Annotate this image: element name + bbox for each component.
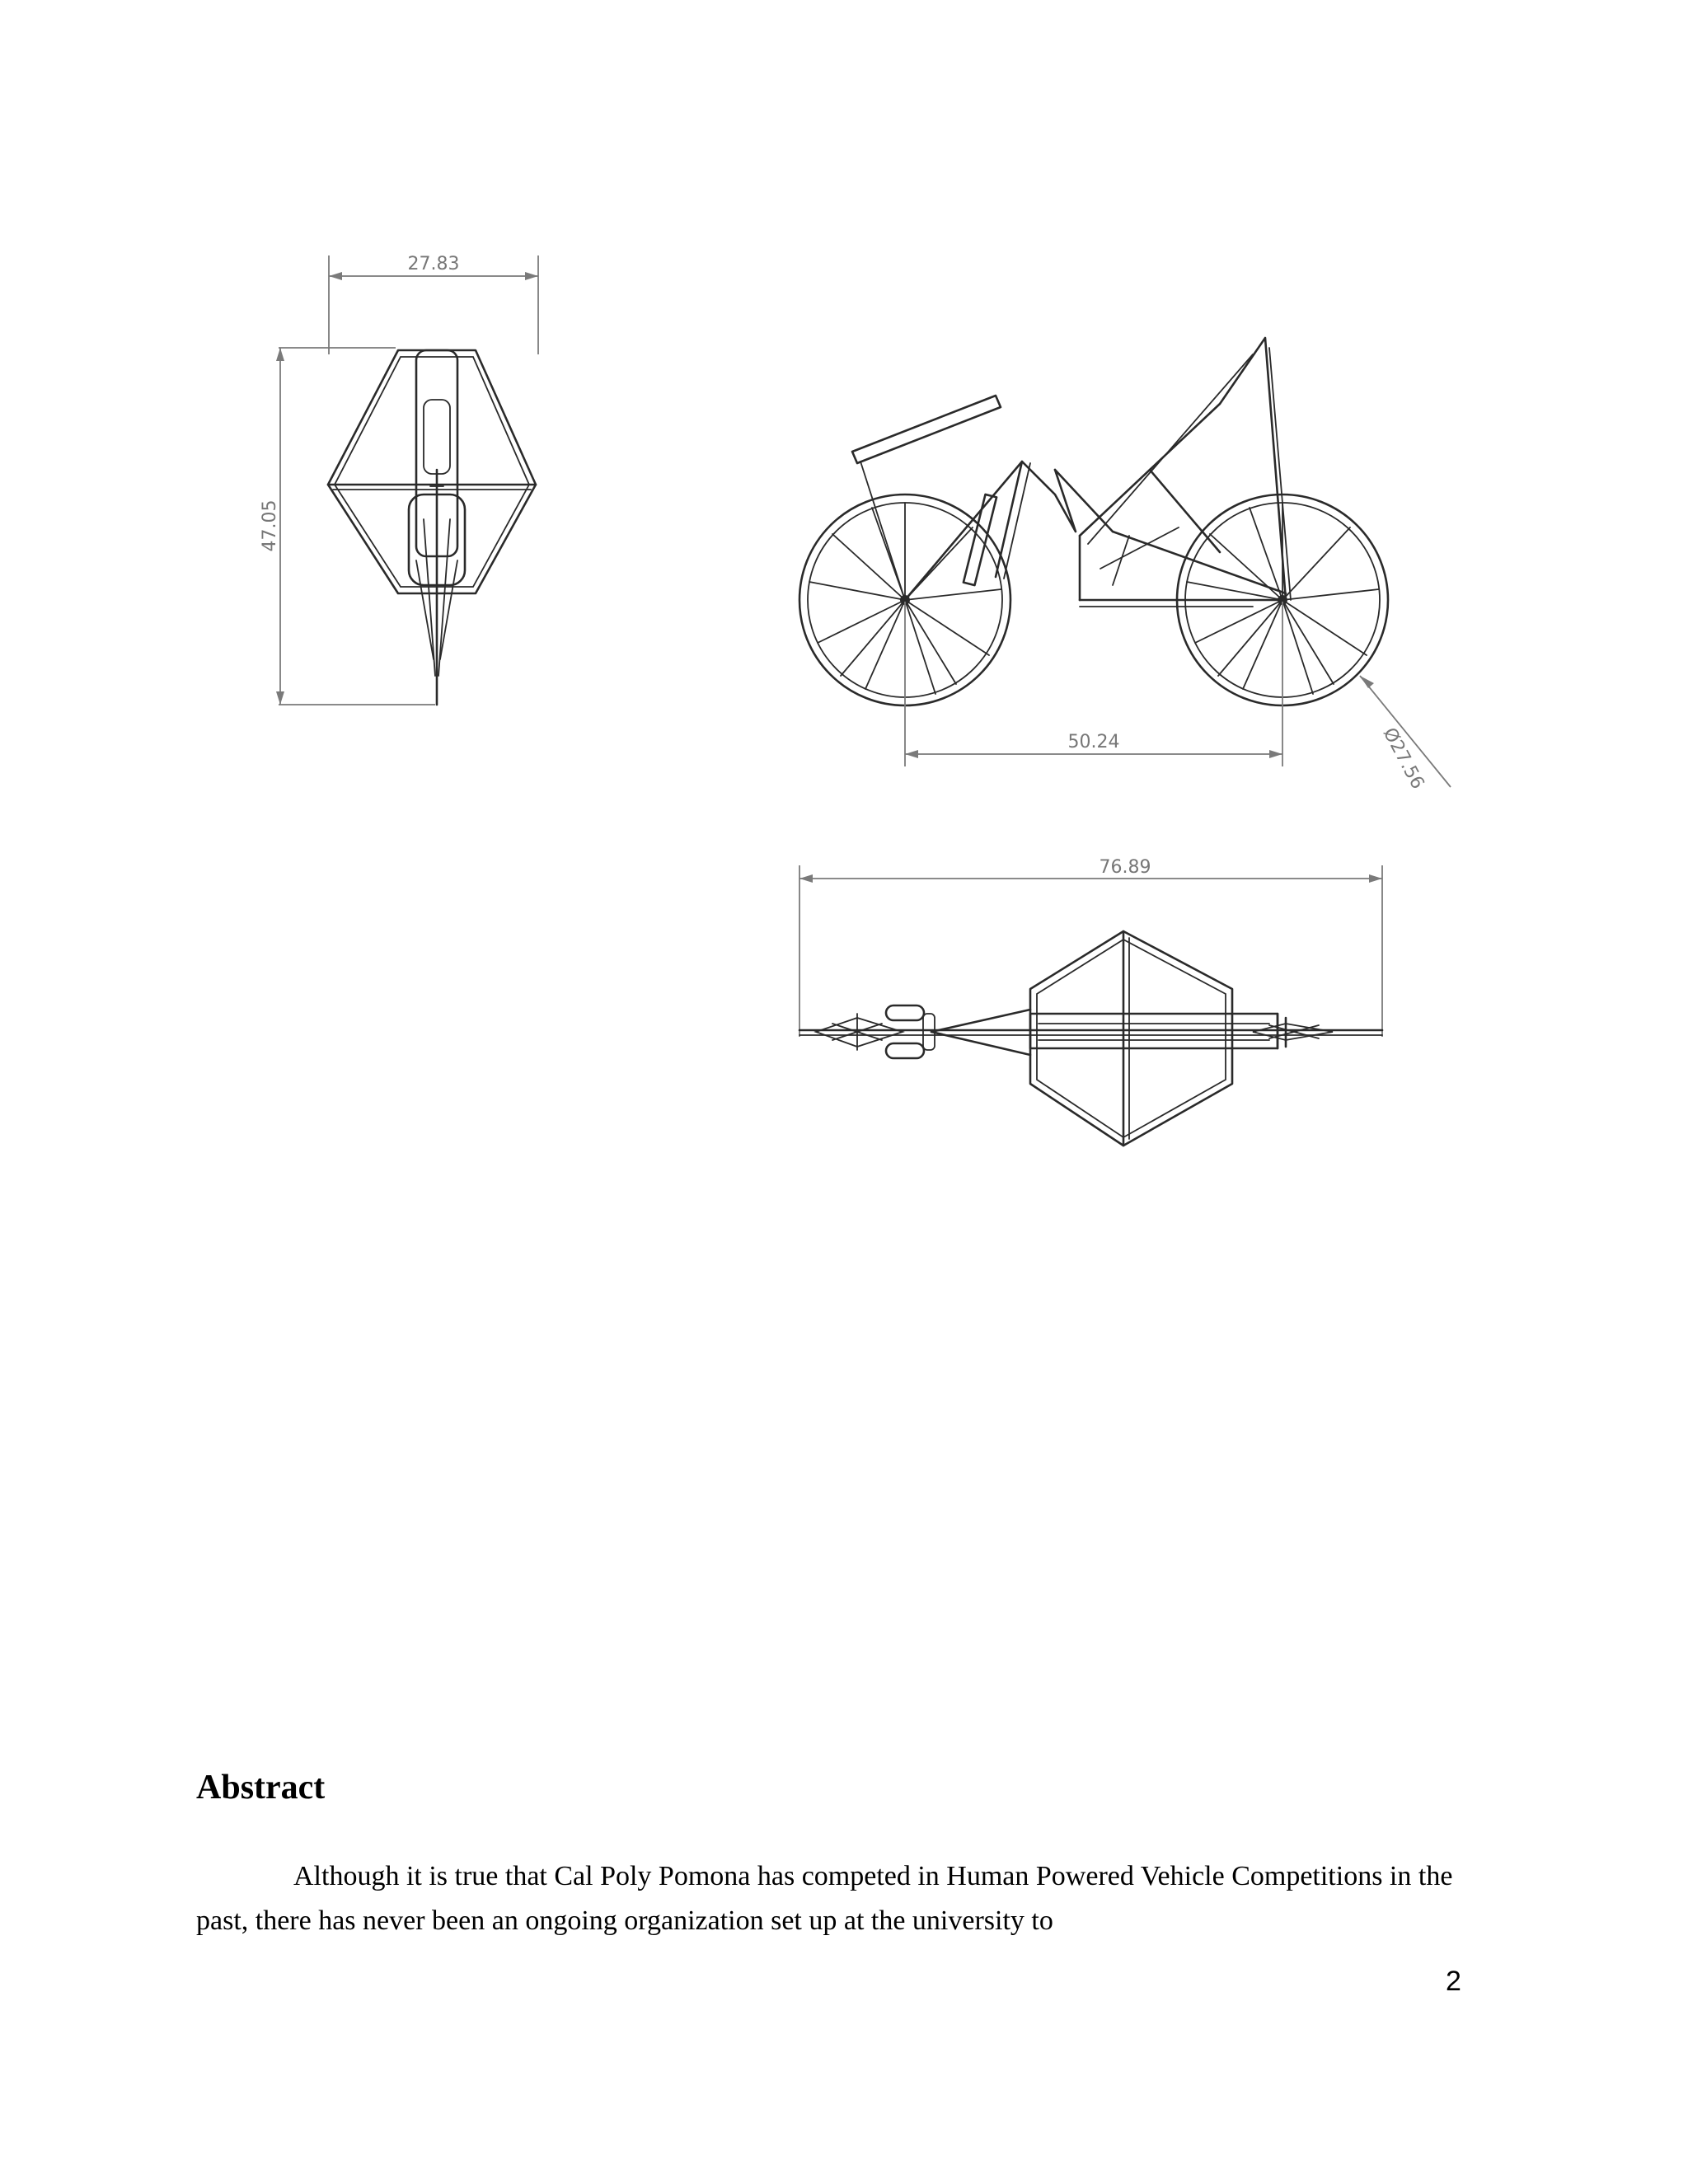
front-height-label: 47.05 (260, 499, 280, 552)
wheel-diameter-label: Ø27.56 (1378, 724, 1428, 793)
top-view-drawing (791, 849, 1393, 1154)
page-number: 2 (1446, 1966, 1461, 1997)
top-roll-cage (1030, 931, 1232, 1146)
front-width-label: 27.83 (407, 254, 460, 274)
side-frame (852, 338, 1291, 607)
side-view-drawing (791, 338, 1475, 816)
length-label: 76.89 (1099, 857, 1151, 878)
top-seat (886, 1005, 924, 1020)
abstract-heading: Abstract (196, 1769, 326, 1807)
wheelbase-label: 50.24 (1067, 732, 1120, 752)
front-view-drawing (247, 247, 577, 725)
abstract-paragraph: Although it is true that Cal Poly Pomona has competed in Human Powered Vehicle Competitions in the past, there has never been an ongoing organization set up at the university to (196, 1861, 1453, 1936)
